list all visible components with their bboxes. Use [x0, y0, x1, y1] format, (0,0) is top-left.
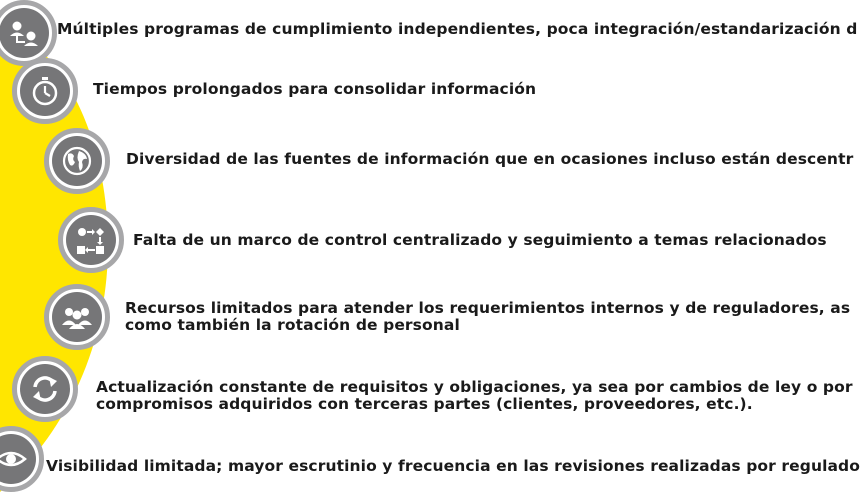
challenge-text-line: Múltiples programas de cumplimiento independientes, poca integración/estandarización d: [57, 20, 858, 38]
challenge-label: [133, 232, 827, 249]
challenge-text-line: compromisos adquiridos con terceras partes (clientes, proveedores, etc.).: [96, 395, 753, 413]
challenge-text-line: Visibilidad limitada; mayor escrutinio y frecuencia en las revisiones realizadas por regulado: [46, 457, 860, 475]
challenge-label: [125, 300, 850, 334]
eye-icon: [0, 442, 28, 476]
stopwatch-icon: [28, 74, 62, 108]
process-flow-icon: [74, 223, 108, 257]
challenge-text-line: Recursos limitados para atender los requerimientos internos y de reguladores, as: [125, 299, 851, 317]
challenge-label: [96, 379, 853, 413]
challenge-label: [93, 81, 536, 98]
icon-badge: [44, 284, 110, 350]
challenge-text-line: Diversidad de las fuentes de información que en ocasiones incluso están descentr: [126, 150, 854, 168]
challenge-text-line: Tiempos prolongados para consolidar información: [93, 80, 537, 98]
icon-badge: [12, 58, 78, 124]
challenge-label: [57, 21, 857, 38]
challenge-text-line: como también la rotación de personal: [125, 316, 460, 334]
icon-badge: [58, 207, 124, 273]
people-group-icon: [60, 300, 94, 334]
org-structure-icon: [7, 16, 41, 50]
globe-icon: [60, 144, 94, 178]
challenge-text-line: Actualización constante de requisitos y obligaciones, ya sea por cambios de ley o por: [96, 378, 853, 396]
refresh-icon: [28, 372, 62, 406]
challenge-text-line: Falta de un marco de control centralizado y seguimiento a temas relacionados: [133, 231, 827, 249]
challenge-label: [46, 458, 860, 475]
icon-badge: [44, 128, 110, 194]
challenge-label: [126, 151, 853, 168]
icon-badge: [12, 356, 78, 422]
